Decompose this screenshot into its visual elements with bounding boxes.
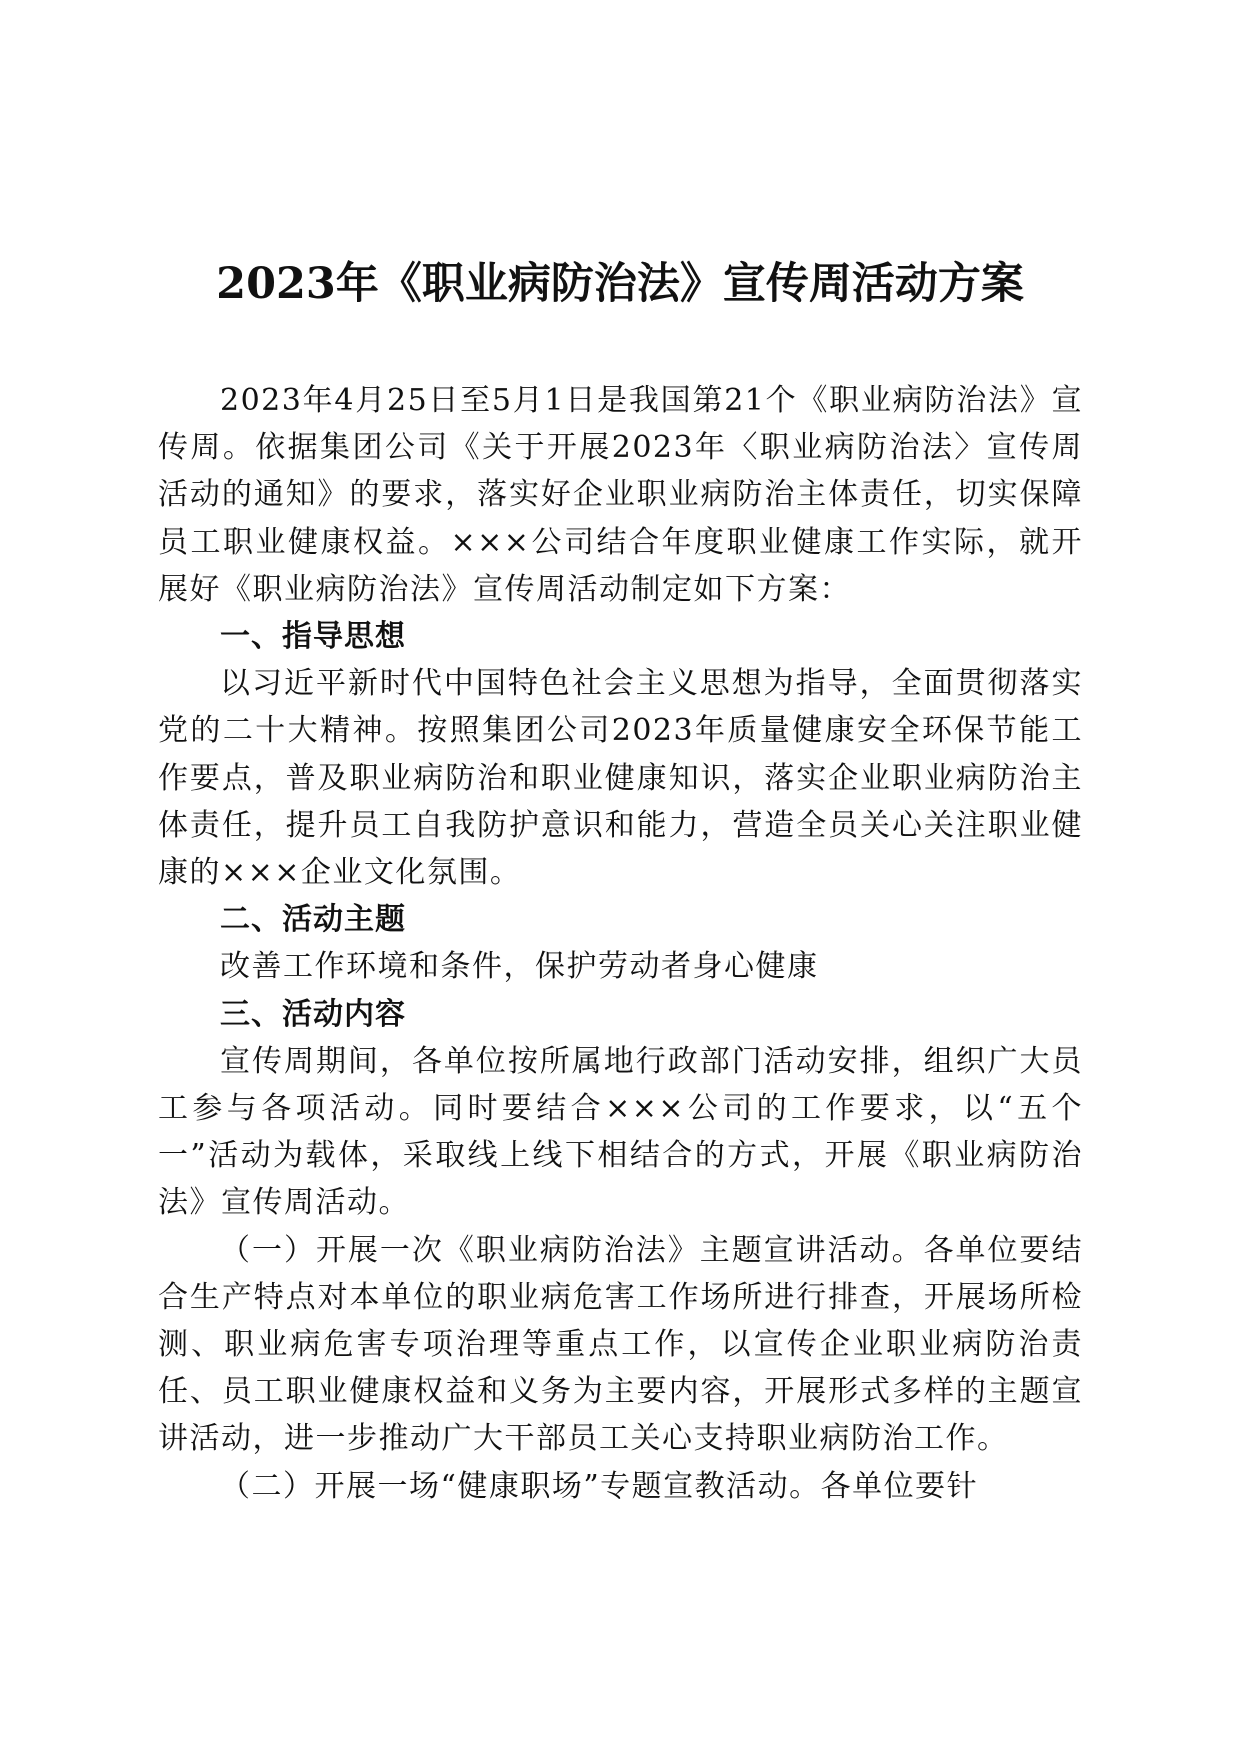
document-title: 2023年《职业病防治法》宣传周活动方案 — [216, 259, 1024, 309]
section-heading-activity-content: 三、活动内容 — [220, 996, 406, 1032]
activity-item-1-paragraph: （一）开展一次《职业病防治法》主题宣讲活动。各单位要结合生产特点对本单位的职业病危害工作场所进行排查，开展场所检测、职业病危害专项治理等重点工作，以宣传企业职业病防治责任、员工职业健康权益和义务为主要内容，开展形式多样的主题宣讲活动，进一步推动广大干部员工关心支持职业病防治工作。 — [158, 1232, 1083, 1457]
document-body — [158, 377, 1083, 1510]
guiding-ideology-paragraph: 以习近平新时代中国特色社会主义思想为指导，全面贯彻落实党的二十大精神。按照集团公司2023年质量健康安全环保节能工作要点，普及职业病防治和职业健康知识，落实企业职业病防治主体责任，提升员工自我防护意识和能力，营造全员关心关注职业健康的×××企业文化氛围。 — [158, 666, 1083, 891]
intro-paragraph: 2023年4月25日至5月1日是我国第21个《职业病防治法》宣传周。依据集团公司《关于开展2023年〈职业病防治法〉宣传周活动的通知》的要求，落实好企业职业病防治主体责任，切实保障员工职业健康权益。×××公司结合年度职业健康工作实际，就开展好《职业病防治法》宣传周活动制定如下方案： — [158, 383, 1083, 607]
activity-item-2-paragraph: （二）开展一场“健康职场”专题宣教活动。各单位要针 — [220, 1468, 979, 1504]
activity-content-paragraph: 宣传周期间，各单位按所属地行政部门活动安排，组织广大员工参与各项活动。同时要结合×××公司的工作要求，以“五个一”活动为载体，采取线上线下相结合的方式，开展《职业病防治法》宣传周活动。 — [158, 1043, 1083, 1221]
section-heading-activity-theme: 二、活动主题 — [220, 902, 406, 938]
activity-theme-paragraph: 改善工作环境和条件，保护劳动者身心健康 — [220, 949, 819, 985]
section-heading-guiding-ideology: 一、指导思想 — [220, 619, 406, 655]
